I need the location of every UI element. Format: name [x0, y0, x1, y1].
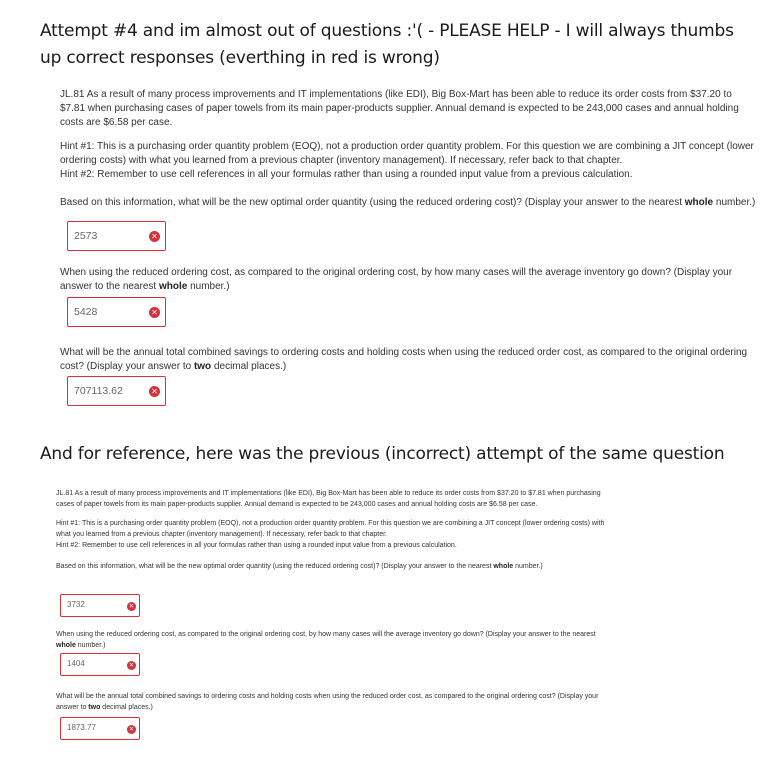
question-2-text-end: number.) — [187, 281, 230, 292]
error-x-icon: ✕ — [149, 307, 160, 318]
question-1 — [60, 196, 756, 210]
answer-value: 2573 — [74, 230, 98, 242]
question-3-small-bold: two — [88, 704, 101, 711]
attempt4-question-block — [60, 88, 756, 210]
question-2-text: When using the reduced ordering cost, as compared to the original ordering cost, by how many cases will the average inventory go down? (Display your answer to the nearest — [60, 267, 733, 292]
attempt4-question-2 — [60, 266, 756, 294]
question-1-text: Based on this information, what will be the new optimal order quantity (using the reduced ordering cost)? (Display your answer to the nearest — [60, 197, 685, 208]
previous-answer-1[interactable] — [60, 594, 140, 617]
error-x-icon: ✕ — [149, 231, 160, 242]
attempt-heading: Attempt #4 and im almost out of questions :'( - PLEASE HELP - I will always thumbs up correct responses (everthing in red is wrong) — [40, 21, 734, 68]
error-x-icon: ✕ — [128, 725, 135, 733]
attempt4-answer-1[interactable] — [67, 221, 166, 251]
previous-question-2 — [56, 629, 616, 651]
answer-value: 1404 — [67, 659, 85, 668]
question-3-text: What will be the annual total combined savings to ordering costs and holding costs when using the reduced order cost, as compared to the original ordering cost? (Display your answer to — [60, 347, 748, 372]
error-x-icon: ✕ — [128, 602, 135, 610]
hint-1: Hint #1: This is a purchasing order quantity problem (EOQ), not a production order quantity problem. For this question we are combining a JIT concept (lower ordering costs) with what you learned from a previous chapter (inventory management). If necessary, refer back to that chapter. — [60, 141, 754, 166]
question-1-text-end: number.) — [713, 197, 756, 208]
reference-heading: And for reference, here was the previous (incorrect) attempt of the same question — [40, 444, 725, 464]
answer-value: 3732 — [67, 600, 85, 609]
answer-value: 5428 — [74, 306, 98, 318]
question-3-small-text-end: decimal places.) — [100, 704, 153, 711]
question-3-small-text: What will be the annual total combined savings to ordering costs and holding costs when using the reduced order cost, as compared to the original ordering cost? (Display your answer to — [56, 693, 599, 711]
answer-value: 707113.62 — [74, 385, 123, 397]
previous-answer-2[interactable] — [60, 653, 140, 676]
hint-1-small: Hint #1: This is a purchasing order quantity problem (EOQ), not a production order quantity problem. For this question we are combining a JIT concept (lower ordering costs) with what you learned from a previous chapter (inventory management). If necessary, refer back to that chapter. — [56, 520, 605, 538]
hint-2: Hint #2: Remember to use cell references in all your formulas rather than using a rounded input value from a previous calculation. — [60, 169, 633, 180]
previous-question-3 — [56, 691, 616, 713]
question-2-small-bold: whole — [56, 642, 76, 649]
question-3-text-end: decimal places.) — [211, 361, 287, 372]
question-1-small-text-end: number.) — [513, 563, 543, 570]
attempt4-answer-2[interactable] — [67, 297, 166, 327]
previous-question-block — [56, 488, 616, 572]
error-x-icon: ✕ — [149, 386, 160, 397]
problem-intro: JL.81 As a result of many process improvements and IT implementations (like EDI), Big Box-Mart has been able to reduce its order costs from $37.20 to $7.81 when purchasing cases of paper towels from its main paper-products supplier. Annual demand is expected to be 243,000 cases and annual holding costs are $6.58 per case. — [60, 89, 739, 128]
problem-intro-small: JL.81 As a result of many process improvements and IT implementations (like EDI), Big Box-Mart has been able to reduce its order costs from $37.20 to $7.81 when purchasing cases of paper towels from its main paper-products supplier. Annual demand is expected to be 243,000 cases and annual holding costs are $6.58 per case. — [56, 490, 601, 508]
previous-answer-3[interactable] — [60, 717, 140, 740]
question-1-small — [56, 561, 616, 572]
attempt4-question-3 — [60, 346, 756, 374]
attempt4-answer-3[interactable] — [67, 376, 166, 406]
answer-value: 1873.77 — [67, 723, 96, 732]
question-2-small-text-end: number.) — [75, 642, 106, 649]
question-2-bold: whole — [158, 281, 188, 292]
question-3-bold: two — [193, 361, 212, 372]
error-x-icon: ✕ — [128, 661, 135, 669]
hint-2-small: Hint #2: Remember to use cell references in all your formulas rather than using a rounded input value from a previous calculation. — [56, 542, 457, 549]
question-2-small-text: When using the reduced ordering cost, as compared to the original ordering cost, by how many cases will the average inventory go down? (Display your answer to the nearest — [56, 631, 596, 638]
question-1-small-text: Based on this information, what will be the new optimal order quantity (using the reduced ordering cost)? (Display your answer to the nearest — [56, 563, 494, 570]
question-1-bold: whole — [684, 197, 714, 208]
question-1-small-bold: whole — [493, 563, 514, 570]
